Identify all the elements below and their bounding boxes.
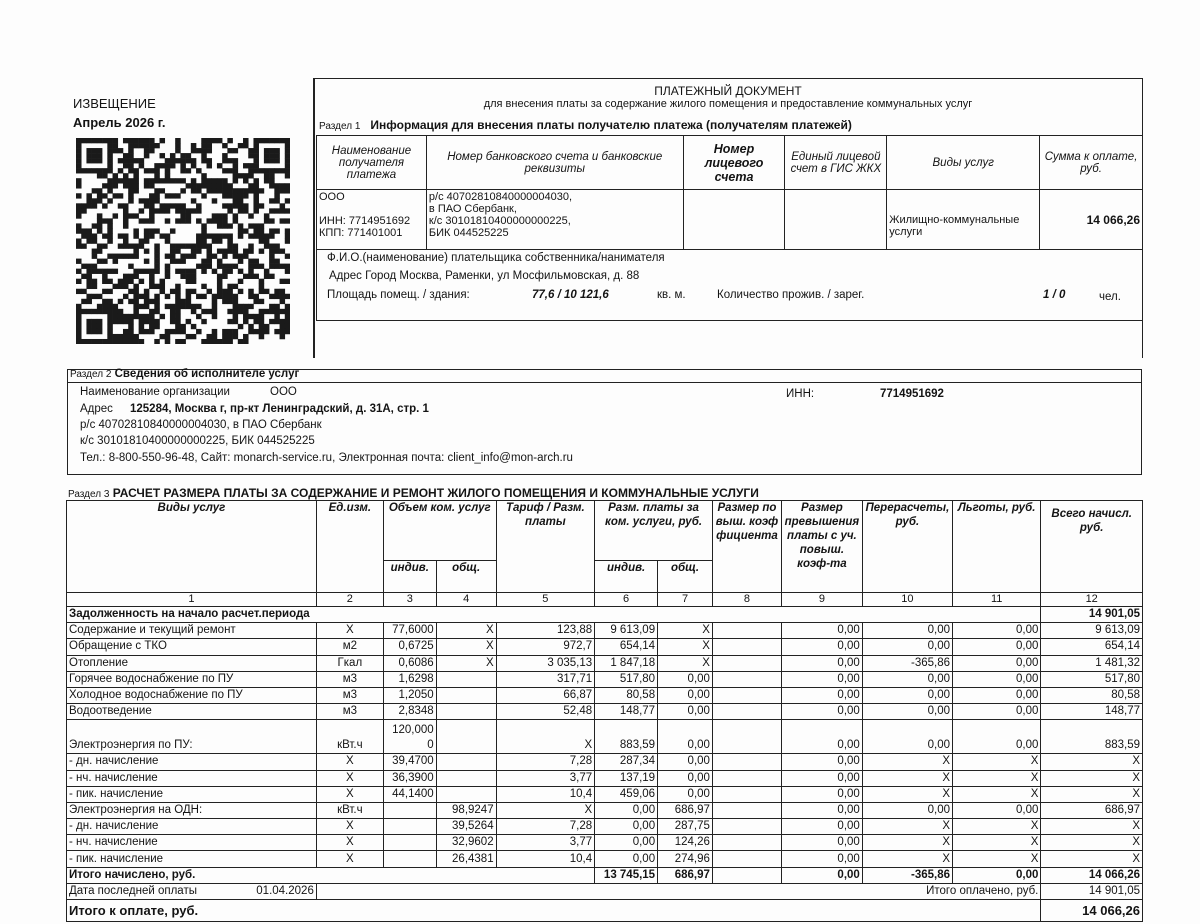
table-row	[67, 671, 1143, 687]
table-row	[67, 786, 1143, 802]
col-service: Виды услуг	[67, 501, 317, 593]
due-label: Итого к оплате, руб.	[67, 900, 1041, 922]
cell-pay-common: 0,00	[658, 786, 713, 802]
table-row	[67, 851, 1143, 867]
table-row	[67, 754, 1143, 770]
cell-excess: 0,00	[782, 720, 863, 754]
cell-pay-indiv: 1 847,18	[595, 655, 658, 671]
total-excess: 0,00	[782, 867, 863, 883]
cell-tariff: 972,7	[496, 639, 595, 655]
cell-unit: Гкал	[316, 655, 383, 671]
cell-tariff: 10,4	[496, 851, 595, 867]
col-payment-common: общ.	[658, 561, 713, 593]
cell-tariff: 52,48	[496, 704, 595, 720]
cell-recalc: Х	[862, 786, 952, 802]
section3-heading	[68, 486, 759, 500]
cell-raise	[712, 623, 781, 639]
cell-vol-indiv: 77,6000	[383, 623, 436, 639]
column-number: 1	[67, 593, 317, 607]
cell-raise	[712, 770, 781, 786]
cell-raise	[712, 655, 781, 671]
cell-benefits: 0,00	[953, 687, 1041, 703]
cell-pay-common: 124,26	[658, 835, 713, 851]
table-row	[67, 770, 1143, 786]
cell-benefits: Х	[953, 819, 1041, 835]
header-account: Номер лицевого счета	[683, 136, 785, 190]
cell-pay-indiv: 0,00	[595, 819, 658, 835]
total-sum: 14 066,26	[1041, 867, 1143, 883]
column-number: 11	[953, 593, 1041, 607]
cell-service: Водоотведение	[67, 704, 317, 720]
cell-vol-indiv: 120,000 0	[383, 720, 436, 754]
cell-total: Х	[1041, 819, 1143, 835]
account-line: р/с 40702810840000004030, в ПАО Сбербанк	[80, 419, 322, 431]
cell-unit: Х	[316, 786, 383, 802]
cell-benefits: 0,00	[953, 639, 1041, 655]
cell-excess: 0,00	[782, 655, 863, 671]
column-number: 12	[1041, 593, 1143, 607]
cell-service: - дн. начисление	[67, 819, 317, 835]
cell-pay-common: Х	[658, 639, 713, 655]
cell-raise	[712, 687, 781, 703]
cell-recalc: 0,00	[862, 720, 952, 754]
cell-pay-common: 274,96	[658, 851, 713, 867]
gis-account	[785, 190, 887, 250]
total-raise	[712, 867, 781, 883]
cell-service: Электроэнергия по ПУ:	[67, 720, 317, 754]
cell-recalc: 0,00	[862, 802, 952, 818]
cell-excess: 0,00	[782, 851, 863, 867]
cell-excess: 0,00	[782, 623, 863, 639]
account-number	[683, 190, 785, 250]
cell-total: 148,77	[1041, 704, 1143, 720]
cell-total: Х	[1041, 851, 1143, 867]
cell-recalc: Х	[862, 770, 952, 786]
org-value: ООО	[270, 386, 297, 398]
column-number: 8	[712, 593, 781, 607]
header-recipient: Наименование получателя платежа	[317, 136, 427, 190]
cell-tariff: 10,4	[496, 786, 595, 802]
table-row	[67, 687, 1143, 703]
cell-vol-common	[436, 704, 496, 720]
cell-pay-common: 0,00	[658, 770, 713, 786]
cell-tariff: 3,77	[496, 835, 595, 851]
cell-pay-indiv: 654,14	[595, 639, 658, 655]
contacts-line: Тел.: 8-800-550-96-48, Сайт: monarch-service.ru, Электронная почта: client_info@mon-arch.ru	[80, 452, 573, 464]
charges-table	[66, 500, 1143, 922]
payer-address: Адрес Город Москва, Раменки, ул Мосфильмовская, д. 88	[329, 270, 640, 282]
cell-benefits: 0,00	[953, 655, 1041, 671]
cell-vol-indiv	[383, 851, 436, 867]
payer-label: Ф.И.О.(наименование) плательщика собственника/нанимателя	[327, 252, 665, 264]
area-label: Площадь помещ. / здания:	[327, 289, 470, 301]
recipient-cell	[317, 190, 427, 250]
cell-service: - пик. начисление	[67, 786, 317, 802]
cell-unit: Х	[316, 770, 383, 786]
paid-value: 14 901,05	[1041, 883, 1143, 899]
cell-tariff: Х	[496, 802, 595, 818]
debt-label: Задолженность на начало расчет.периода	[67, 607, 1041, 623]
col-unit: Ед.изм.	[316, 501, 383, 593]
cell-total: 883,59	[1041, 720, 1143, 754]
column-number: 2	[316, 593, 383, 607]
cell-tariff: 123,88	[496, 623, 595, 639]
payer-block	[316, 249, 1143, 321]
cell-pay-common: 0,00	[658, 720, 713, 754]
cell-vol-indiv: 2,8348	[383, 704, 436, 720]
cell-recalc: Х	[862, 851, 952, 867]
cell-benefits: Х	[953, 851, 1041, 867]
cell-vol-indiv: 39,4700	[383, 754, 436, 770]
column-number: 9	[782, 593, 863, 607]
cell-vol-common: 98,9247	[436, 802, 496, 818]
cell-service: Холодное водоснабжение по ПУ	[67, 687, 317, 703]
cell-raise	[712, 802, 781, 818]
cell-total: 1 481,32	[1041, 655, 1143, 671]
paid-label: Итого оплачено, руб.	[316, 883, 1041, 899]
table-row	[67, 835, 1143, 851]
cell-pay-common: 0,00	[658, 671, 713, 687]
cell-total: Х	[1041, 770, 1143, 786]
cell-pay-common: Х	[658, 655, 713, 671]
cell-excess: 0,00	[782, 819, 863, 835]
header-amount: Сумма к оплате, руб.	[1040, 136, 1143, 190]
cell-pay-indiv: 883,59	[595, 720, 658, 754]
cell-excess: 0,00	[782, 704, 863, 720]
cell-pay-indiv: 9 613,09	[595, 623, 658, 639]
notice-title: ИЗВЕЩЕНИЕ	[73, 96, 156, 111]
section1-number: Раздел 1	[319, 121, 361, 132]
org-label: Наименование организации	[80, 386, 230, 398]
cell-tariff: 7,28	[496, 819, 595, 835]
cell-vol-indiv: 44,1400	[383, 786, 436, 802]
cell-benefits: Х	[953, 786, 1041, 802]
col-volume: Объем ком. услуг	[383, 501, 496, 561]
cell-vol-common	[436, 671, 496, 687]
cell-raise	[712, 819, 781, 835]
cell-pay-indiv: 80,58	[595, 687, 658, 703]
charges-rows	[67, 623, 1143, 867]
cell-recalc: 0,00	[862, 639, 952, 655]
cell-total: 686,97	[1041, 802, 1143, 818]
cell-pay-indiv: 287,34	[595, 754, 658, 770]
cell-unit: м2	[316, 639, 383, 655]
cell-recalc: 0,00	[862, 704, 952, 720]
section1-title: Информация для внесения платы получателю платежа (получателям платежей)	[370, 118, 852, 132]
bank-line: БИК 044525225	[428, 227, 509, 239]
cell-excess: 0,00	[782, 754, 863, 770]
cell-vol-indiv: 36,3900	[383, 770, 436, 786]
cell-vol-common	[436, 720, 496, 754]
inn-value: 7714951692	[880, 388, 944, 400]
section2-number: Раздел 2	[70, 369, 112, 380]
cell-service: Горячее водоснабжение по ПУ	[67, 671, 317, 687]
cell-pay-common: 0,00	[658, 754, 713, 770]
recipient-table	[316, 135, 1143, 250]
cell-excess: 0,00	[782, 786, 863, 802]
cell-tariff: Х	[496, 720, 595, 754]
last-payment-label: Дата последней оплаты	[69, 884, 197, 897]
document-subtitle: для внесения платы за содержание жилого помещения и предоставление коммунальных услуг	[483, 98, 973, 110]
cell-benefits: 0,00	[953, 720, 1041, 754]
column-number: 10	[862, 593, 952, 607]
cell-total: Х	[1041, 786, 1143, 802]
services-value: Жилищно-коммунальные услуги	[887, 190, 1040, 250]
payment-row	[67, 883, 1143, 899]
cell-vol-common	[436, 754, 496, 770]
billing-period: Апрель 2026 г.	[73, 115, 166, 130]
residents-unit: чел.	[1099, 291, 1121, 303]
table-row	[67, 655, 1143, 671]
col-volume-common: общ.	[436, 561, 496, 593]
cell-vol-indiv: 0,6725	[383, 639, 436, 655]
qr-code-icon	[76, 138, 290, 344]
cell-service: Содержание и текущий ремонт	[67, 623, 317, 639]
cell-benefits: 0,00	[953, 623, 1041, 639]
cell-vol-indiv: 0,6086	[383, 655, 436, 671]
header-gis: Единый лицевой счет в ГИС ЖКХ	[785, 136, 887, 190]
inn-label: ИНН:	[786, 388, 815, 400]
table-row	[67, 704, 1143, 720]
cell-pay-indiv: 0,00	[595, 802, 658, 818]
cell-tariff: 3,77	[496, 770, 595, 786]
cell-vol-common	[436, 786, 496, 802]
col-benefits: Льготы, руб.	[953, 501, 1041, 593]
cell-total: Х	[1041, 754, 1143, 770]
column-number: 5	[496, 593, 595, 607]
cell-pay-common: Х	[658, 623, 713, 639]
cell-vol-common: Х	[436, 639, 496, 655]
cell-excess: 0,00	[782, 671, 863, 687]
table-row	[67, 819, 1143, 835]
cell-excess: 0,00	[782, 687, 863, 703]
header-services: Виды услуг	[887, 136, 1040, 190]
col-excess: Размер превышения платы с уч. повыш. коэф-та	[782, 501, 863, 593]
cell-vol-indiv	[383, 819, 436, 835]
last-payment-date: 01.04.2026	[256, 884, 314, 897]
col-recalc: Перерасчеты, руб.	[862, 501, 952, 593]
cell-raise	[712, 671, 781, 687]
cell-service: Отопление	[67, 655, 317, 671]
residents-label: Количество прожив. / зарег.	[717, 289, 865, 301]
debt-row	[67, 607, 1143, 623]
cell-service: - нч. начисление	[67, 770, 317, 786]
cell-raise	[712, 720, 781, 754]
cell-pay-common: 686,97	[658, 802, 713, 818]
col-volume-indiv: индив.	[383, 561, 436, 593]
header-bank: Номер банковского счета и банковские реквизиты	[426, 136, 683, 190]
table-row	[67, 639, 1143, 655]
cell-benefits: Х	[953, 754, 1041, 770]
cell-total: 654,14	[1041, 639, 1143, 655]
section3-title: РАСЧЕТ РАЗМЕРА ПЛАТЫ ЗА СОДЕРЖАНИЕ И РЕМОНТ ЖИЛОГО ПОМЕЩЕНИЯ И КОММУНАЛЬНЫЕ УСЛУГИ	[112, 486, 759, 500]
column-number: 6	[595, 593, 658, 607]
cell-vol-indiv	[383, 835, 436, 851]
cell-service: - нч. начисление	[67, 835, 317, 851]
cell-recalc: 0,00	[862, 671, 952, 687]
cell-benefits: 0,00	[953, 671, 1041, 687]
cell-pay-common: 0,00	[658, 687, 713, 703]
cell-tariff: 317,71	[496, 671, 595, 687]
cell-unit: кВт.ч	[316, 802, 383, 818]
total-common: 686,97	[658, 867, 713, 883]
cell-recalc: Х	[862, 819, 952, 835]
cell-vol-common: Х	[436, 623, 496, 639]
area-unit: кв. м.	[657, 289, 686, 301]
cell-raise	[712, 835, 781, 851]
cell-total: 9 613,09	[1041, 623, 1143, 639]
cell-total: 517,80	[1041, 671, 1143, 687]
section2-title: Сведения об исполнителе услуг	[114, 368, 300, 380]
amount-value: 14 066,26	[1040, 190, 1143, 250]
recipient-inn: ИНН: 7714951692	[319, 215, 411, 227]
last-payment-cell	[67, 883, 317, 899]
cell-benefits: Х	[953, 835, 1041, 851]
cell-benefits: 0,00	[953, 704, 1041, 720]
cell-vol-indiv	[383, 802, 436, 818]
cell-total: 80,58	[1041, 687, 1143, 703]
cell-recalc: 0,00	[862, 687, 952, 703]
corr-line: к/с 30101810400000000225, БИК 044525225	[80, 435, 315, 447]
cell-pay-indiv: 0,00	[595, 851, 658, 867]
cell-excess: 0,00	[782, 770, 863, 786]
table-row	[67, 720, 1143, 754]
recipient-name: ООО	[319, 191, 345, 203]
section2-heading	[70, 368, 299, 380]
cell-vol-indiv: 1,6298	[383, 671, 436, 687]
cell-service: - дн. начисление	[67, 754, 317, 770]
table-row	[67, 623, 1143, 639]
col-total: Всего начисл. руб.	[1041, 501, 1143, 593]
cell-pay-common: 0,00	[658, 704, 713, 720]
cell-vol-common: 39,5264	[436, 819, 496, 835]
document-title: ПЛАТЕЖНЫЙ ДОКУМЕНТ	[654, 84, 802, 98]
address-label: Адрес	[80, 403, 113, 415]
total-indiv: 13 745,15	[595, 867, 658, 883]
total-label: Итого начислено, руб.	[67, 867, 595, 883]
cell-service: Обращение с ТКО	[67, 639, 317, 655]
cell-vol-indiv: 1,2050	[383, 687, 436, 703]
cell-unit: Х	[316, 623, 383, 639]
cell-excess: 0,00	[782, 835, 863, 851]
col-raise: Размер повыш. коэффициента	[712, 501, 781, 593]
column-number: 3	[383, 593, 436, 607]
cell-raise	[712, 639, 781, 655]
cell-unit: Х	[316, 851, 383, 867]
cell-raise	[712, 851, 781, 867]
col-tariff: Тариф / Разм. платы	[496, 501, 595, 593]
residents-value: 1 / 0	[1043, 289, 1066, 301]
cell-benefits: 0,00	[953, 802, 1041, 818]
area-value: 77,6 / 10 121,6	[532, 289, 609, 301]
cell-service: - пик. начисление	[67, 851, 317, 867]
cell-unit: Х	[316, 754, 383, 770]
cell-benefits: Х	[953, 770, 1041, 786]
bank-details	[426, 190, 683, 250]
section1-heading	[319, 118, 852, 132]
due-row	[67, 900, 1143, 922]
bank-line: р/с 40702810840000004030,	[428, 191, 573, 203]
cell-unit: м3	[316, 687, 383, 703]
total-row	[67, 867, 1143, 883]
cell-vol-common: 32,9602	[436, 835, 496, 851]
address-value: 125284, Москва г, пр-кт Ленинградский, д. 31А, стр. 1	[130, 403, 429, 415]
cell-unit: Х	[316, 835, 383, 851]
cell-pay-indiv: 137,19	[595, 770, 658, 786]
column-number: 7	[658, 593, 713, 607]
cell-tariff: 3 035,13	[496, 655, 595, 671]
cell-pay-indiv: 517,80	[595, 671, 658, 687]
cell-unit: Х	[316, 819, 383, 835]
column-number: 4	[436, 593, 496, 607]
total-benefits: 0,00	[953, 867, 1041, 883]
cell-excess: 0,00	[782, 639, 863, 655]
recipient-kpp: КПП: 771401001	[319, 227, 403, 239]
cell-recalc: Х	[862, 835, 952, 851]
cell-unit: м3	[316, 671, 383, 687]
table-row	[67, 802, 1143, 818]
column-numbers-row	[67, 593, 1143, 607]
cell-recalc: Х	[862, 754, 952, 770]
bank-line: к/с 30101810400000000225,	[428, 215, 571, 227]
cell-excess: 0,00	[782, 802, 863, 818]
col-payment: Разм. платы за ком. услуги, руб.	[595, 501, 713, 561]
cell-raise	[712, 704, 781, 720]
section3-number: Раздел 3	[68, 489, 110, 500]
cell-unit: м3	[316, 704, 383, 720]
debt-value: 14 901,05	[1041, 607, 1143, 623]
cell-pay-indiv: 148,77	[595, 704, 658, 720]
cell-raise	[712, 754, 781, 770]
cell-service: Электроэнергия на ОДН:	[67, 802, 317, 818]
cell-tariff: 66,87	[496, 687, 595, 703]
cell-vol-common: 26,4381	[436, 851, 496, 867]
due-value: 14 066,26	[1041, 900, 1143, 922]
cell-vol-common	[436, 770, 496, 786]
cell-vol-common: Х	[436, 655, 496, 671]
col-payment-indiv: индив.	[595, 561, 658, 593]
bank-line: в ПАО Сбербанк,	[428, 203, 517, 215]
cell-pay-indiv: 459,06	[595, 786, 658, 802]
cell-recalc: -365,86	[862, 655, 952, 671]
cell-pay-common: 287,75	[658, 819, 713, 835]
cell-raise	[712, 786, 781, 802]
cell-recalc: 0,00	[862, 623, 952, 639]
cell-pay-indiv: 0,00	[595, 835, 658, 851]
total-recalc: -365,86	[862, 867, 952, 883]
cell-tariff: 7,28	[496, 754, 595, 770]
cell-total: Х	[1041, 835, 1143, 851]
cell-unit: кВт.ч	[316, 720, 383, 754]
cell-vol-common	[436, 687, 496, 703]
